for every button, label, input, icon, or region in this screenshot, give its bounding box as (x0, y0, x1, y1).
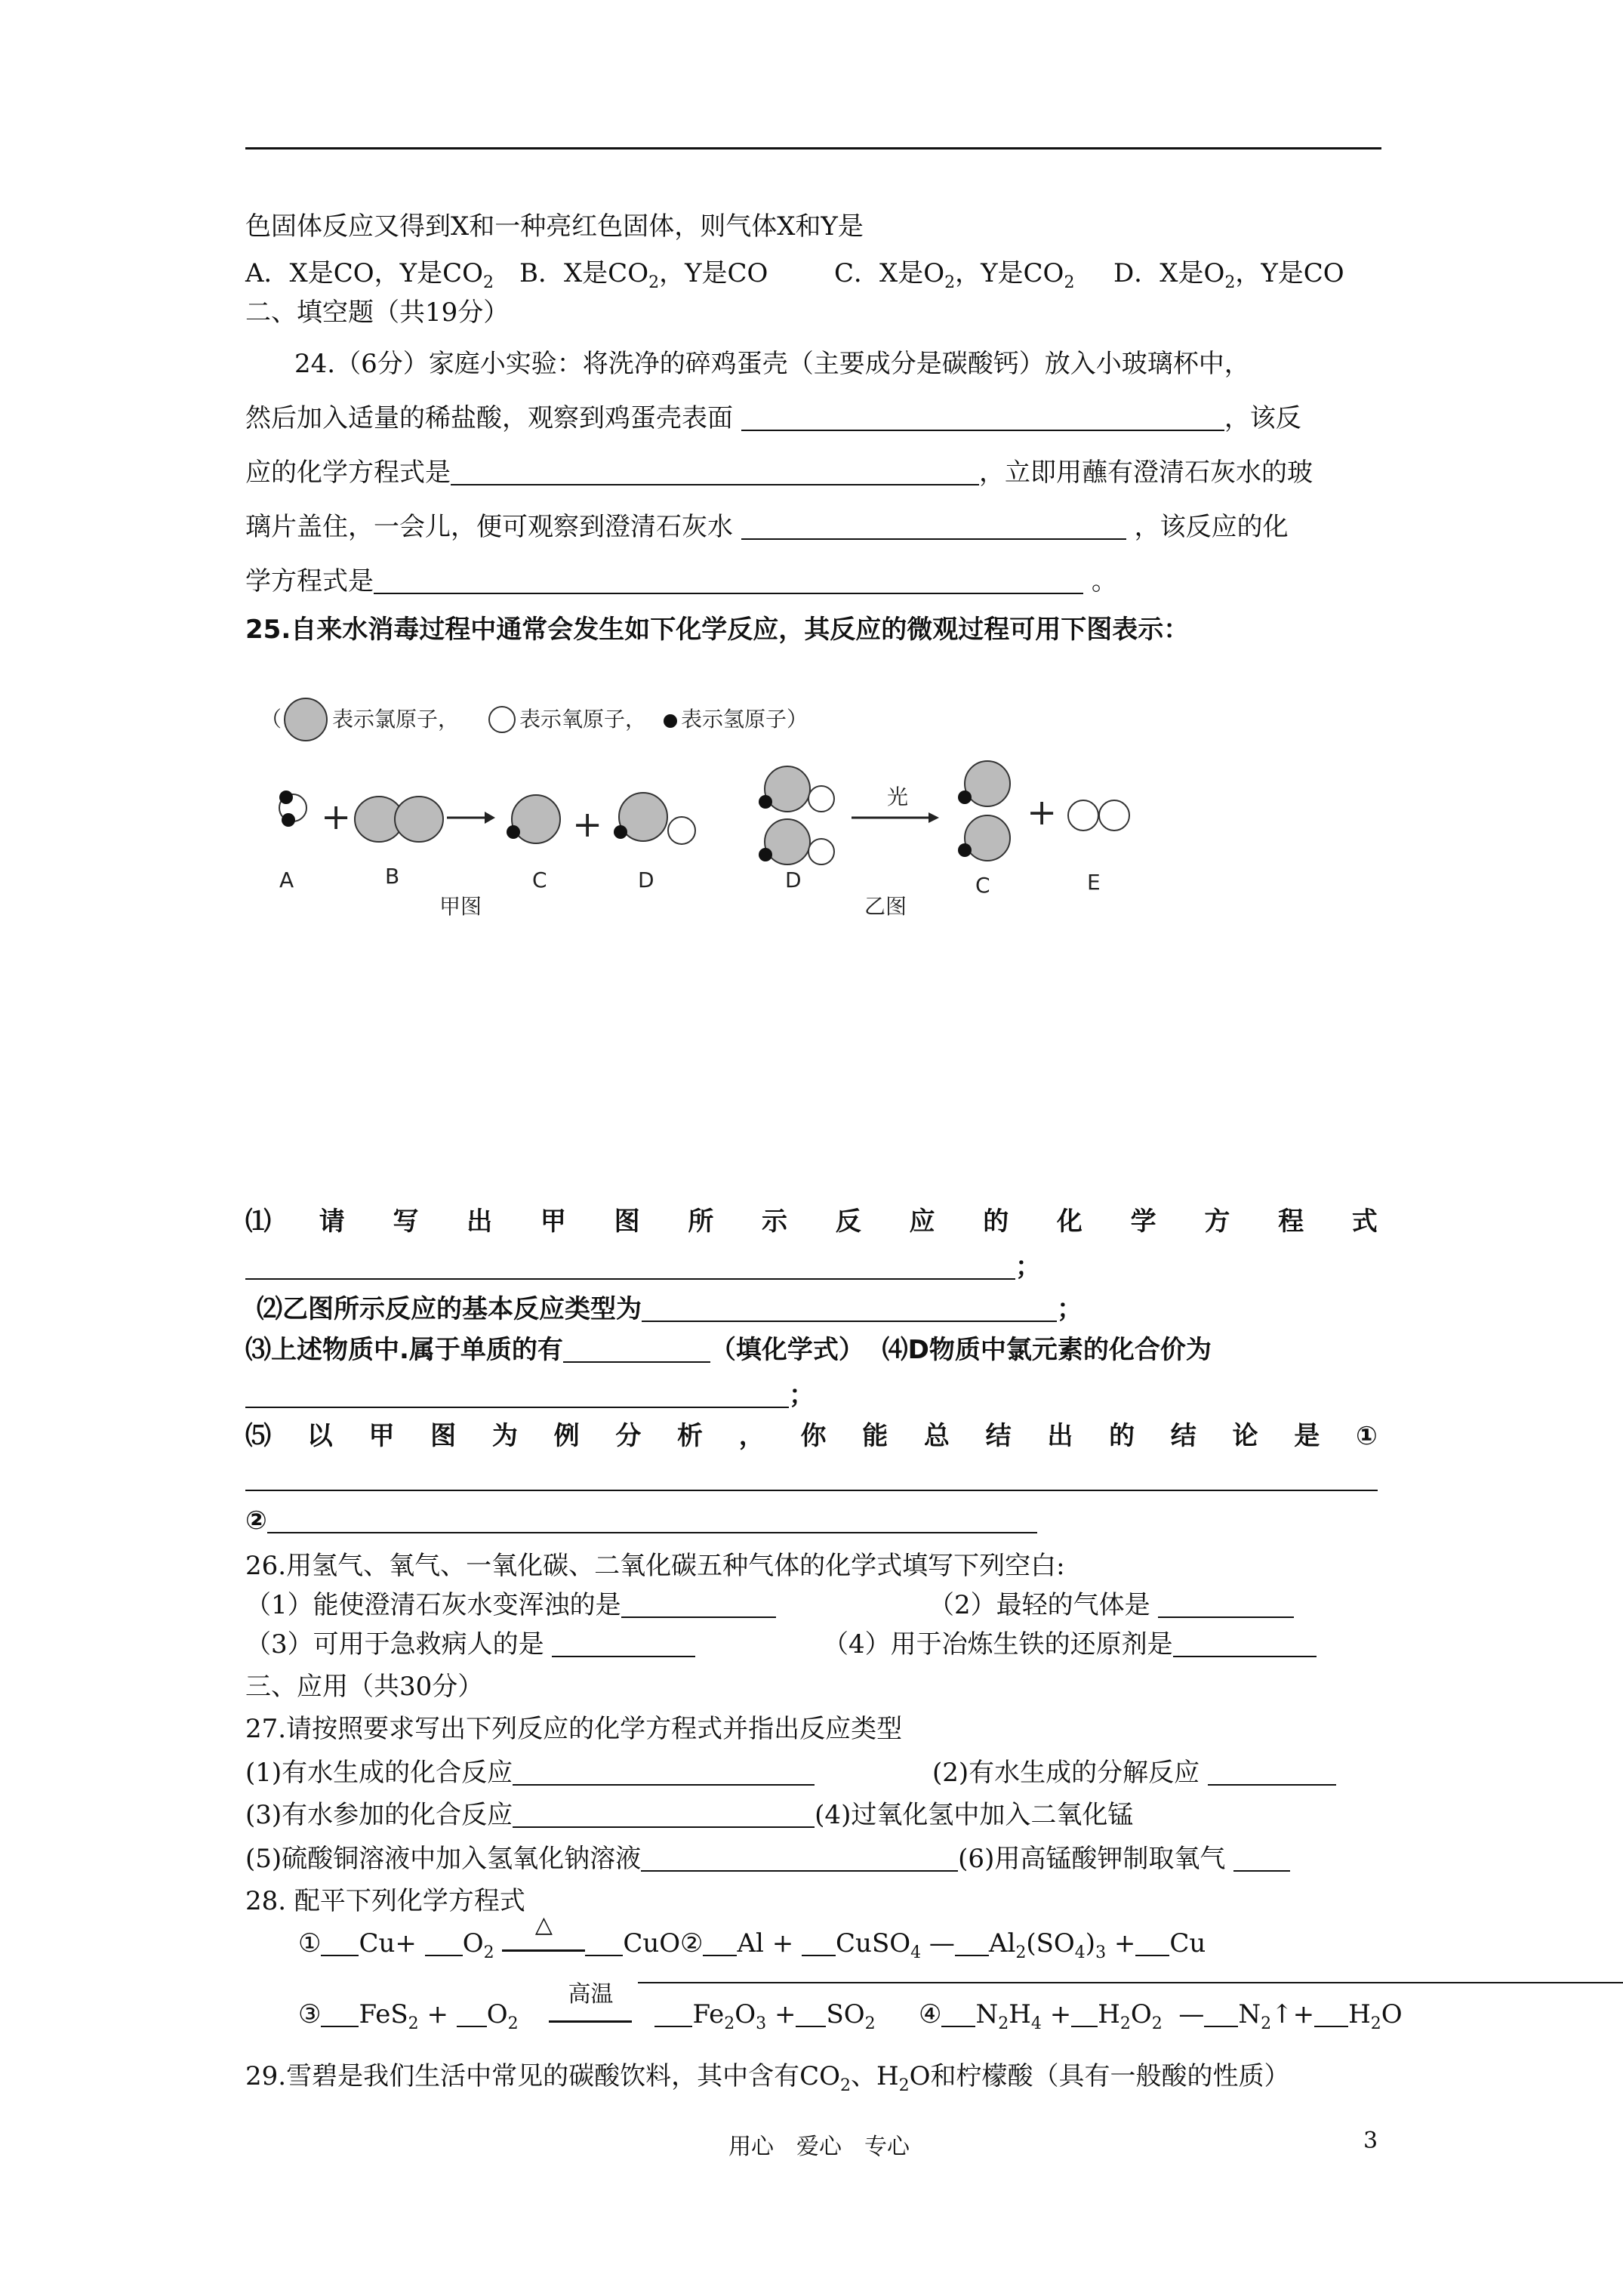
q27-row-1: (1)有水生成的化合反应 (2)有水生成的分解反应 (245, 1756, 1378, 1789)
option-a-b: A．X是CO，Y是$CO_2$ B．X是$CO_2$，Y是CO (245, 258, 768, 292)
plus-sign: + (1027, 791, 1058, 834)
yi-diagram (759, 761, 1129, 919)
blank[interactable] (267, 1506, 1037, 1533)
blank[interactable] (321, 1929, 359, 1956)
q24-line-5: 学方程式是 。 (245, 566, 1117, 596)
blank[interactable] (1173, 1630, 1317, 1657)
q25-sub-5: ⑸ 以 甲 图 为 例 分 析 ， 你 能 总 结 出 的 结 论 是 ① (245, 1421, 1378, 1451)
molecule-e (1068, 800, 1129, 831)
q25-title: 25.自来水消毒过程中通常会发生如下化学反应，其反应的微观过程可用下图表示： (245, 615, 1190, 645)
blank[interactable] (703, 1929, 737, 1956)
blank[interactable] (513, 1801, 815, 1828)
equation-divider-line (638, 1982, 1623, 1983)
q24-line-3: 应的化学方程式是 ，立即用蘸有澄清石灰水的玻 (245, 458, 1313, 488)
blank[interactable] (245, 1253, 1015, 1280)
q28-title: 28. 配平下列化学方程式 (245, 1886, 525, 1916)
equation-2: ② Al + CuSO$_4$ — $Al_2(SO_4)_3 + Cu$ (680, 1928, 1206, 1962)
equation-3: ③ $FeS_2 + O_2$ 高温 $Fe_2O_3 + SO_2$ (298, 1999, 876, 2029)
molecule-a (279, 791, 306, 827)
answer-line[interactable] (245, 1490, 1378, 1491)
blank[interactable] (654, 2000, 692, 2027)
blank[interactable] (552, 1630, 695, 1657)
blank[interactable] (1208, 1758, 1336, 1786)
blank[interactable] (1135, 1929, 1169, 1956)
blank[interactable] (1314, 2000, 1348, 2027)
hydrogen-atom-icon (664, 714, 677, 728)
light-condition: 光 (887, 784, 909, 809)
q25-sub-1: ⑴ 请 写 出 甲 图 所 示 反 应 的 化 学 方 程 式 (245, 1207, 1378, 1237)
q25-sub-5-second: ② (245, 1504, 1378, 1537)
label-e: E (1087, 870, 1101, 895)
q26-row-2: （3）可用于急救病人的是 （4）用于冶炼生铁的还原剂是 (245, 1628, 1378, 1661)
blank[interactable] (642, 1295, 1057, 1322)
blank[interactable] (1071, 2000, 1098, 2027)
svg-text:表示氧原子，: 表示氧原子， (519, 707, 647, 732)
reaction-diagram (249, 695, 1155, 936)
label-d: D (785, 868, 802, 892)
high-temp-condition: 高温 (568, 1981, 614, 2008)
blank[interactable] (802, 1929, 836, 1956)
blank[interactable] (1233, 1845, 1290, 1872)
molecule-c (507, 795, 560, 843)
q29-stem: 29.雪碧是我们生活中常见的碳酸饮料，其中含有$CO_2$、$H_2O$和柠檬酸（具有一般酸的性质） (245, 2061, 1290, 2095)
option-d: D．X是$O_2$，Y是CO (1113, 258, 1344, 292)
jia-caption: 甲图 (439, 894, 482, 919)
molecule-d (614, 793, 695, 844)
blank[interactable] (741, 513, 1126, 540)
blank[interactable] (425, 1929, 463, 1956)
q25-sub-3-4: ⑶上述物质中.属于单质的有 （填化学式） ⑷D物质中氯元素的化合价为 (245, 1335, 1212, 1365)
plus-sign: + (321, 796, 352, 838)
q26-row-1: （1）能使澄清石灰水变浑浊的是 （2）最轻的气体是 (245, 1589, 1378, 1622)
chlorine-atom-icon (285, 698, 327, 741)
q27-row-2: (3)有水参加的化合反应 (4)过氧化氢中加入二氧化锰 (245, 1800, 1134, 1830)
blank[interactable] (1204, 2000, 1238, 2027)
label-a: A (279, 868, 294, 892)
blank[interactable] (513, 1758, 815, 1786)
q28-equation-row-1 (298, 1912, 1355, 1962)
reaction-arrow (852, 812, 939, 823)
blank[interactable] (1158, 1591, 1294, 1618)
header-rule (245, 147, 1381, 149)
molecule-d-pair (759, 766, 834, 864)
section-3-title: 三、应用（共30分） (245, 1672, 484, 1702)
blank[interactable] (741, 404, 1224, 431)
equation-1: ① $Cu+ O_2$ △ CuO (298, 1928, 680, 1959)
blank[interactable] (245, 1381, 789, 1408)
heat-condition: △ (534, 1912, 553, 1938)
q27-row-3: (5)硫酸铜溶液中加入氢氧化钠溶液 (6)用高锰酸钾制取氧气 (245, 1842, 1378, 1875)
oxygen-atom-icon (489, 707, 515, 732)
blank[interactable] (321, 2000, 359, 2027)
svg-text:表示氢原子）: 表示氢原子） (681, 707, 808, 732)
blank[interactable] (451, 458, 979, 485)
blank[interactable] (457, 2000, 487, 2027)
label-d: D (638, 868, 654, 892)
yi-caption: 乙图 (864, 894, 907, 919)
jia-diagram (279, 791, 695, 919)
label-b: B (385, 864, 400, 889)
blank[interactable] (374, 567, 1083, 594)
blank[interactable] (796, 2000, 826, 2027)
svg-text:（: （ (260, 707, 282, 732)
question-23-stem-tail: 色固体反应又得到X和一种亮红色固体，则气体X和Y是 (245, 211, 864, 242)
q28-equation-row-2 (298, 1981, 1403, 2033)
blank[interactable] (641, 1845, 958, 1872)
plus-sign: + (572, 803, 603, 846)
q24-line-2: 然后加入适量的稀盐酸，观察到鸡蛋壳表面 ，该反 (245, 403, 1301, 433)
blank[interactable] (585, 1929, 623, 1956)
blank[interactable] (563, 1336, 710, 1363)
equation-4: ④ $N_2H_4 + H_2O_2$ — $N_2↑+ H_2O$ (919, 1999, 1403, 2033)
molecule-c-pair (958, 761, 1010, 861)
reaction-arrow (447, 812, 495, 824)
page-number: 3 (1363, 2128, 1378, 2154)
question-23-options (245, 257, 1378, 290)
q26-title: 26.用氢气、氧气、一氧化碳、二氧化碳五种气体的化学式填写下列空白: (245, 1551, 1065, 1581)
q24-line-1: 24.（6分）家庭小实验：将洗净的碎鸡蛋壳（主要成分是碳酸钙）放入小玻璃杯中， (294, 349, 1250, 379)
blank[interactable] (621, 1591, 776, 1618)
q27-title: 27.请按照要求写出下列反应的化学方程式并指出反应类型 (245, 1714, 903, 1744)
section-2-title: 二、填空题（共19分） (245, 297, 510, 328)
option-c: C．X是$O_2$，Y是$CO_2$ (834, 258, 1075, 292)
svg-text:表示氯原子，: 表示氯原子， (332, 707, 460, 732)
label-c: C (532, 868, 547, 892)
legend (260, 698, 808, 741)
q24-line-4: 璃片盖住，一会儿，便可观察到澄清石灰水 ，该反应的化 (245, 512, 1289, 542)
q25-sub-1-answer: ； (245, 1250, 1378, 1284)
blank[interactable] (955, 1929, 989, 1956)
blank[interactable] (941, 2000, 975, 2027)
q25-sub-4-answer: ； (245, 1379, 1378, 1412)
footer-slogan: 用心 爱心 专心 (728, 2134, 910, 2160)
q25-sub-2: ⑵乙图所示反应的基本反应类型为 ； (257, 1294, 1083, 1324)
label-c: C (975, 873, 990, 898)
molecule-b (355, 797, 443, 842)
